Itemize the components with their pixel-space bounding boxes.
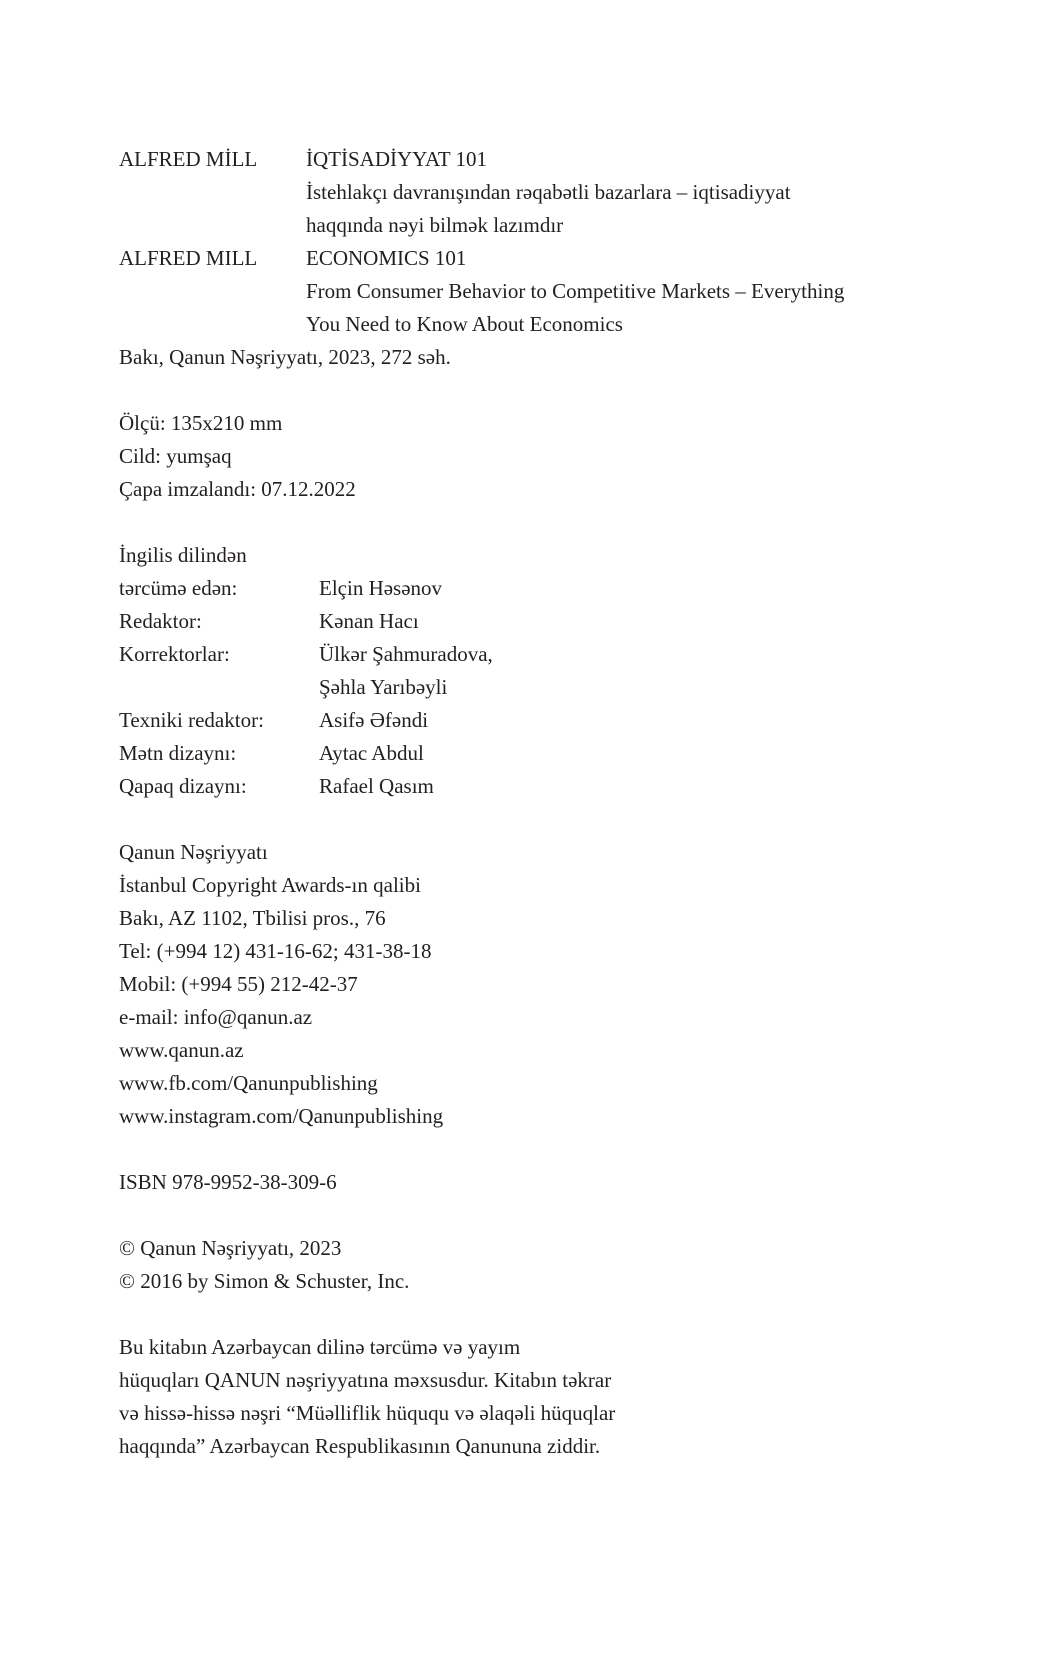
proofreaders-label: Korrektorlar:: [119, 642, 230, 666]
rights-notice-line-3: və hissə-hissə nəşri “Müəlliflik hüququ və əlaqəli hüquqlar: [119, 1401, 616, 1425]
credit-row-tech-editor: [119, 704, 949, 737]
tech-editor-label: Texniki redaktor:: [119, 708, 264, 732]
cover-design-label: Qapaq dizaynı:: [119, 774, 247, 798]
spacer: [119, 506, 949, 539]
subtitle-az-line-2: haqqında nəyi bilmək lazımdır: [306, 213, 564, 237]
title-az: İQTİSADİYYAT 101: [306, 147, 488, 171]
editor-label: Redaktor:: [119, 609, 202, 633]
publisher-email: e-mail: info@qanun.az: [119, 1005, 313, 1029]
credit-row-translator: [119, 572, 949, 605]
spacer: [119, 1199, 949, 1232]
translator-label: tərcümə edən:: [119, 576, 238, 600]
spec-signed: Çapa imzalandı: 07.12.2022: [119, 477, 356, 501]
rights-notice-line-2: hüquqları QANUN nəşriyyatına məxsusdur. Kitabın təkrar: [119, 1368, 612, 1392]
publisher-address: Bakı, AZ 1102, Tbilisi pros., 76: [119, 906, 386, 930]
text-design-name: Aytac Abdul: [319, 741, 424, 765]
credit-row-text-design: [119, 737, 949, 770]
translator-name: Elçin Həsənov: [319, 576, 443, 600]
rights-notice-line-1: Bu kitabın Azərbaycan dilinə tərcümə və yayım: [119, 1335, 521, 1359]
copyright-line-2: © 2016 by Simon & Schuster, Inc.: [119, 1269, 410, 1293]
spacer: [119, 803, 949, 836]
credit-row-proofreaders: [119, 638, 949, 671]
tech-editor-name: Asifə Əfəndi: [319, 708, 429, 732]
cover-design-name: Rafael Qasım: [319, 774, 434, 798]
publisher-facebook: www.fb.com/Qanunpublishing: [119, 1071, 378, 1095]
text-design-label: Mətn dizaynı:: [119, 741, 237, 765]
credit-row-cover-design: [119, 770, 949, 803]
publisher-name: Qanun Nəşriyyatı: [119, 840, 268, 864]
credits-intro: İngilis dilindən: [119, 543, 247, 567]
author-en: ALFRED MILL: [119, 246, 258, 270]
bib-en-title-row: [119, 242, 949, 275]
publisher-instagram: www.instagram.com/Qanunpublishing: [119, 1104, 444, 1128]
author-az: ALFRED MİLL: [119, 147, 258, 171]
subtitle-en-line-1: From Consumer Behavior to Competitive Markets – Everything: [306, 279, 845, 303]
spacer: [119, 1298, 949, 1331]
proofreader-name-2: Şəhla Yarıbəyli: [319, 675, 448, 699]
publisher-mobile: Mobil: (+994 55) 212-42-37: [119, 972, 358, 996]
publisher-tel: Tel: (+994 12) 431-16-62; 431-38-18: [119, 939, 432, 963]
publisher-award: İstanbul Copyright Awards-ın qalibi: [119, 873, 421, 897]
title-en: ECONOMICS 101: [306, 246, 467, 270]
bib-az-title-row: [119, 143, 949, 176]
copyright-line-1: © Qanun Nəşriyyatı, 2023: [119, 1236, 342, 1260]
spec-binding: Cild: yumşaq: [119, 444, 232, 468]
credit-row-editor: [119, 605, 949, 638]
isbn: ISBN 978-9952-38-309-6: [119, 1170, 337, 1194]
spacer: [119, 374, 949, 407]
proofreader-name-1: Ülkər Şahmuradova,: [319, 642, 493, 666]
subtitle-az-line-1: İstehlakçı davranışından rəqabətli bazarlara – iqtisadiyyat: [306, 180, 791, 204]
editor-name: Kənan Hacı: [319, 609, 419, 633]
rights-notice-line-4: haqqında” Azərbaycan Respublikasının Qanununa ziddir.: [119, 1434, 601, 1458]
imprint: Bakı, Qanun Nəşriyyatı, 2023, 272 səh.: [119, 345, 451, 369]
copyright-page: [119, 143, 949, 1463]
spec-size: Ölçü: 135x210 mm: [119, 411, 283, 435]
subtitle-en-line-2: You Need to Know About Economics: [306, 312, 623, 336]
publisher-website: www.qanun.az: [119, 1038, 244, 1062]
spacer: [119, 1133, 949, 1166]
